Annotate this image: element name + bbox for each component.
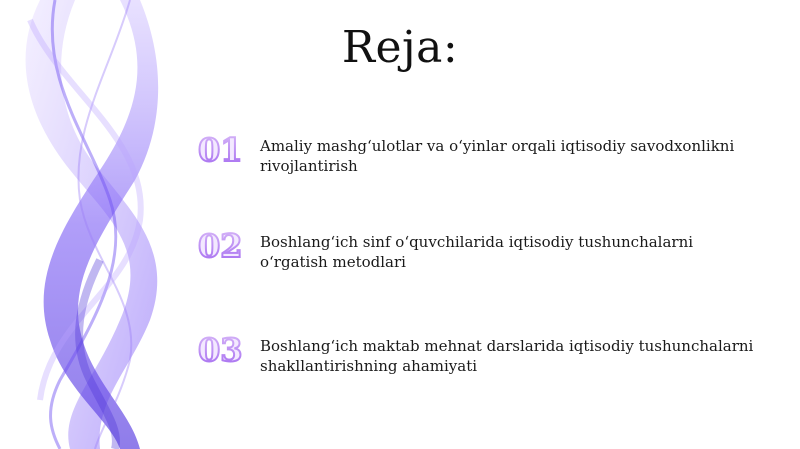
item-number-graphic bbox=[196, 132, 252, 168]
plan-item-2 bbox=[196, 228, 756, 288]
item-text: Boshlang‘ich sinf o‘quvchilarida iqtisodiy tushunchalarni o‘rgatish metodlari bbox=[260, 233, 694, 271]
item-number: 02 bbox=[198, 227, 243, 265]
slide-title: Reja: bbox=[341, 22, 459, 73]
plan-item-1 bbox=[196, 132, 756, 192]
item-number-badge bbox=[196, 132, 252, 175]
item-text: Amaliy mashg‘ulotlar va o‘yinlar orqali iqtisodiy savodxonlikni rivojlantirish bbox=[260, 137, 735, 175]
item-number-graphic bbox=[196, 332, 252, 368]
item-number: 01 bbox=[198, 131, 243, 169]
item-number-graphic bbox=[196, 228, 252, 264]
plan-item-3 bbox=[196, 332, 756, 392]
item-number-badge bbox=[196, 228, 252, 271]
item-number-badge bbox=[196, 332, 252, 375]
item-number: 03 bbox=[198, 331, 243, 369]
item-text: Boshlang‘ich maktab mehnat darslarida iqtisodiy tushunchalarni shakllantirishning ahamiyati bbox=[260, 337, 754, 375]
